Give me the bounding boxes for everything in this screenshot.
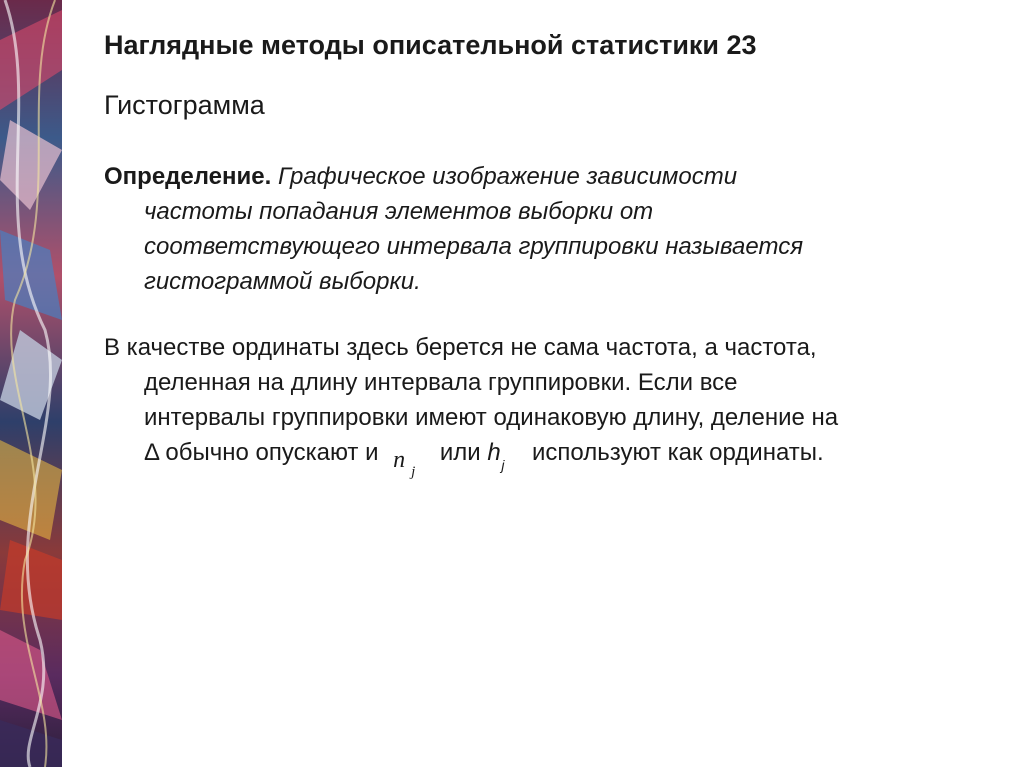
math-n-sub-j [385, 435, 433, 480]
decorative-side-image [0, 0, 62, 767]
paragraph-line-4-end: используют как ординаты. [532, 439, 824, 466]
abstract-art-graphic [0, 0, 62, 767]
math-n-base: n [393, 447, 406, 473]
definition-line-1 [104, 159, 984, 194]
paragraph-line-4-start: Δ обычно опускают и [144, 439, 379, 466]
paragraph-line-4 [104, 435, 984, 480]
definition-line-3: соответствующего интервала группировки называется [144, 233, 804, 260]
paragraph-line-1: В качестве ординаты здесь берется не сама частота, а частота, [104, 334, 817, 361]
definition-text-1: Графическое изображение зависимости [271, 163, 738, 190]
definition-block [104, 159, 984, 299]
slide-title: Наглядные методы описательной статистики 23 [104, 30, 757, 60]
paragraph-line-3: интервалы группировки имеют одинаковую длину, деление на [144, 404, 839, 431]
definition-line-2: частоты попадания элементов выборки от [144, 198, 654, 225]
definition-term: Определение. [104, 163, 272, 190]
explanation-paragraph [104, 330, 984, 480]
paragraph-line-2: деленная на длину интервала группировки. Если все [144, 369, 738, 396]
math-h-subscript: j [501, 457, 505, 473]
math-h-base: h [487, 439, 501, 466]
slide-subtitle: Гистограмма [104, 90, 265, 120]
paragraph-line-4-mid: или [439, 439, 481, 466]
math-h-sub-j [487, 435, 525, 473]
math-n-subscript: j [411, 464, 416, 480]
definition-line-4: гистограммой выборки. [144, 268, 421, 295]
